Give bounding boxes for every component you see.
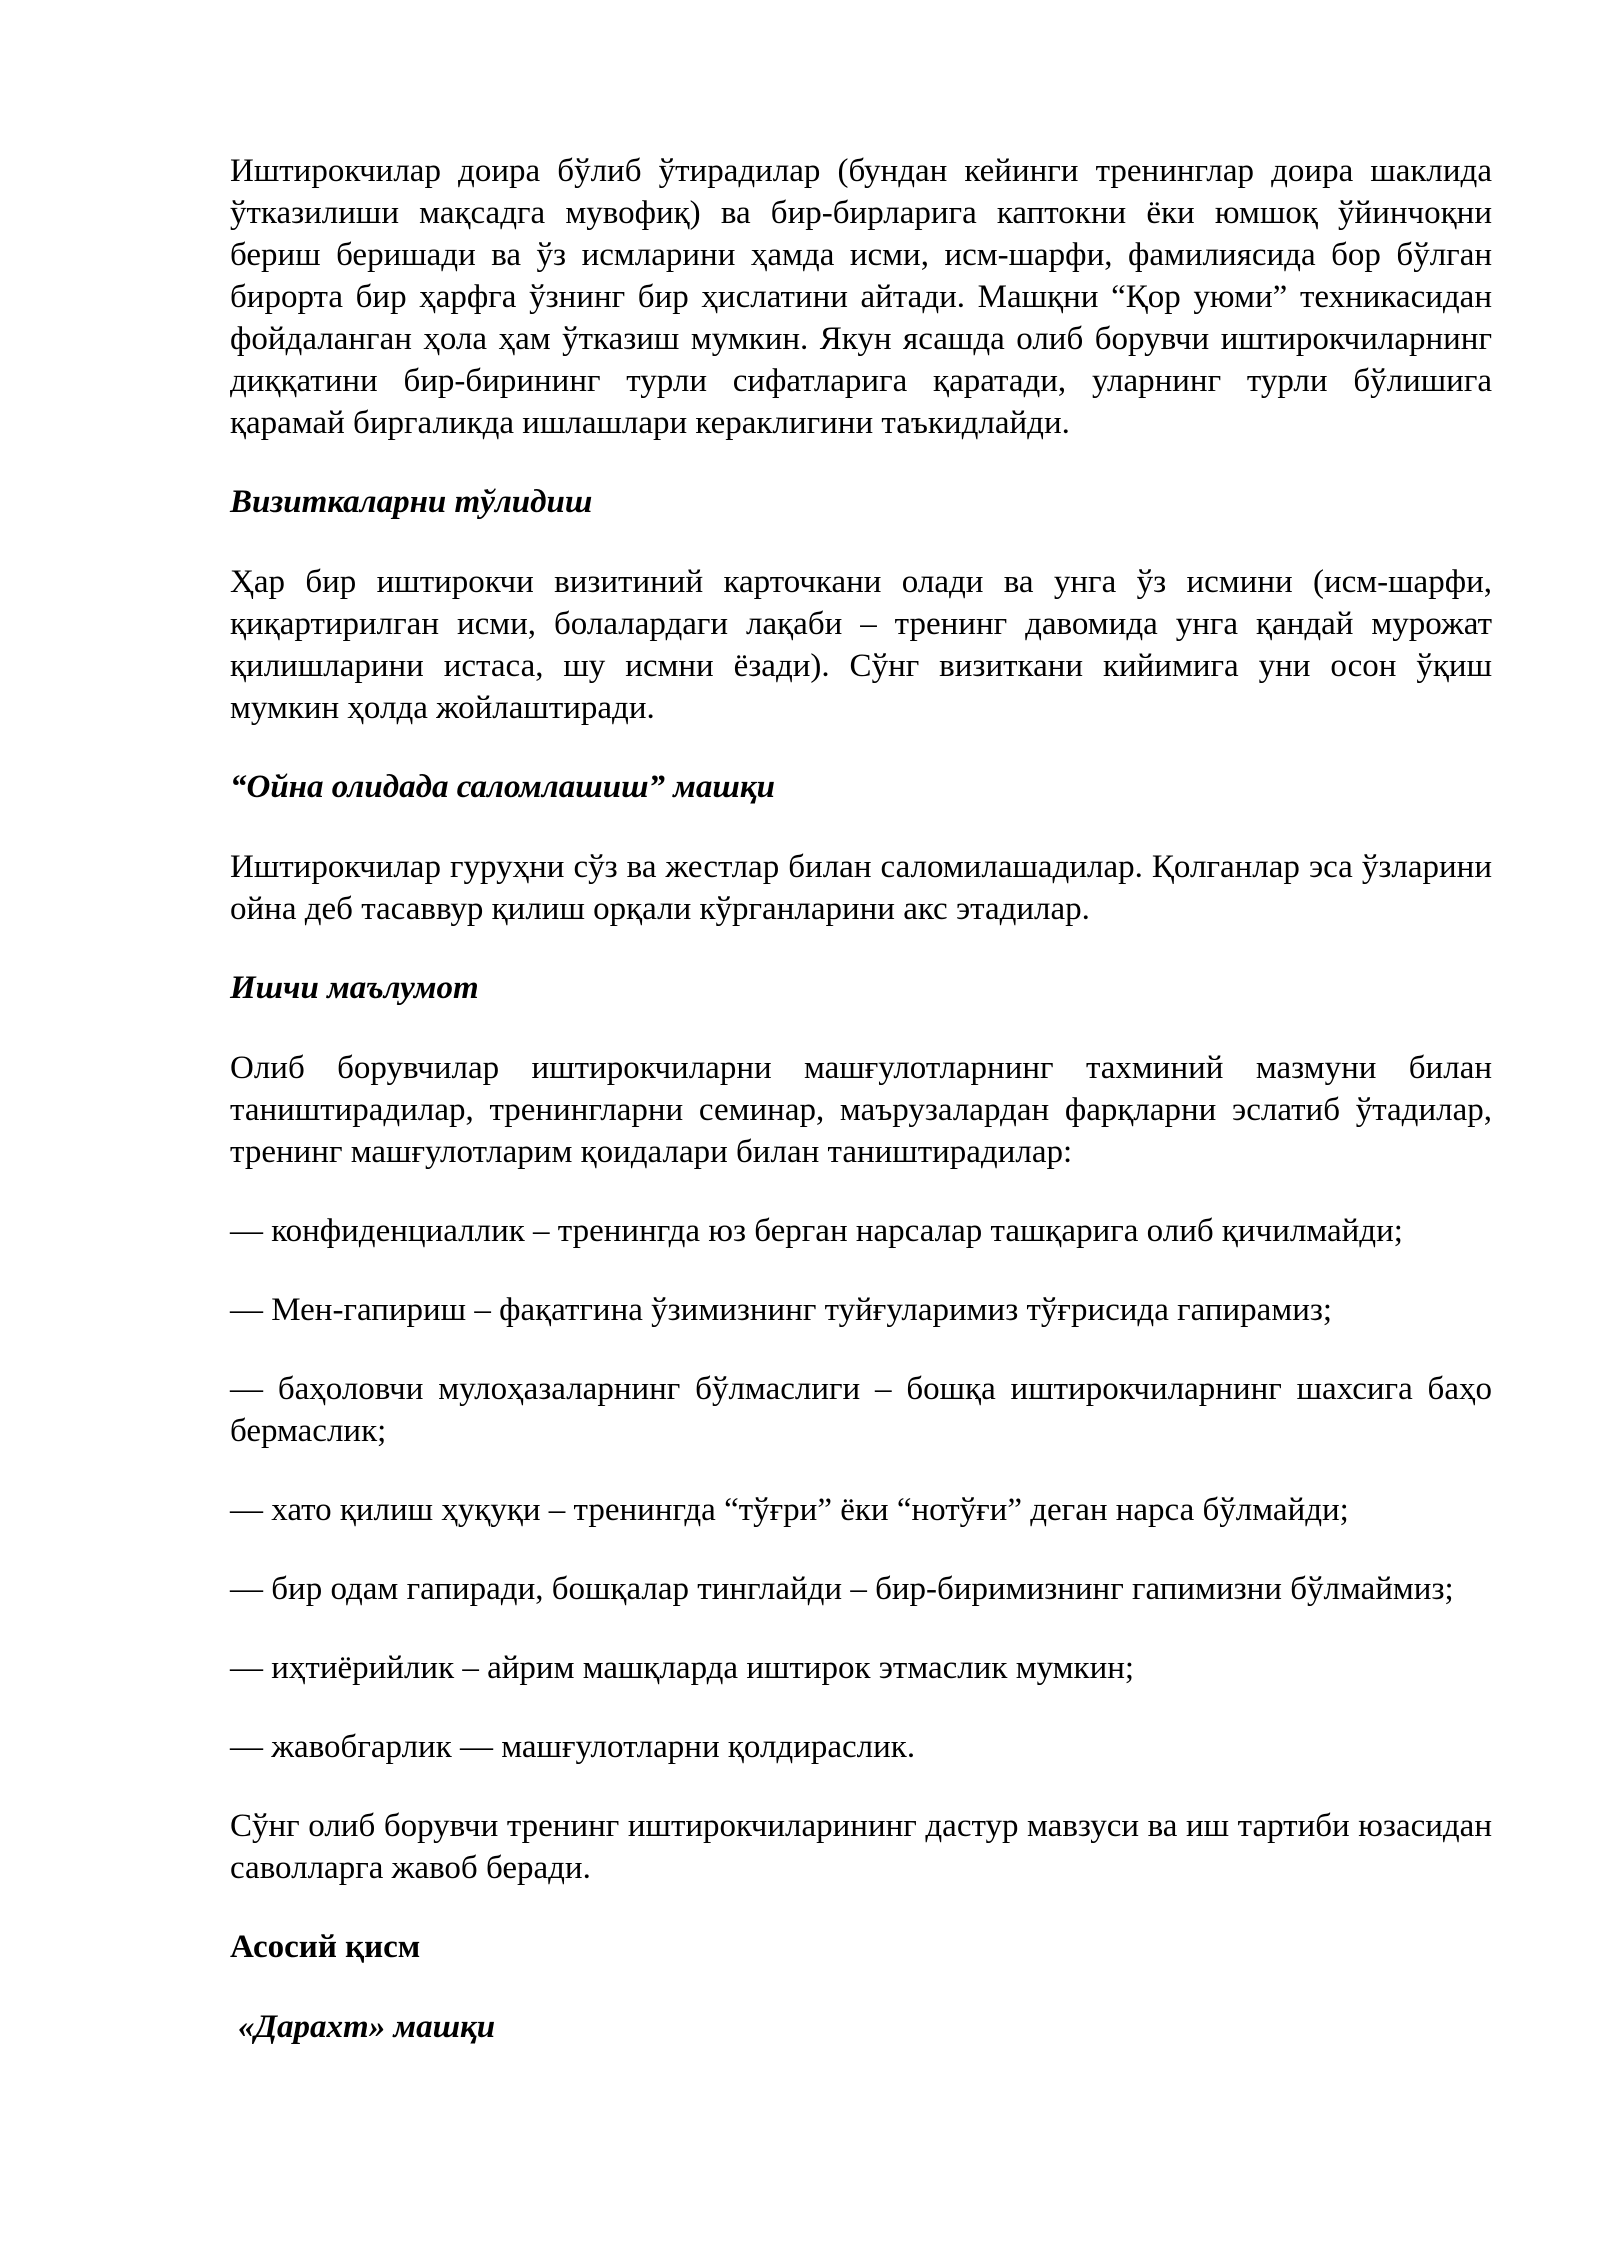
business-cards-paragraph: Ҳар бир иштирокчи визитиний карточкани олади ва унга ўз исмини (исм-шарфи, қиқартирилган исми, болалардаги лақаби – тренинг давомида унга қандай мурожат қилишларини истаса, шу исмни ёзади). Сўнг визиткани кийимига уни осон ўқиш мумкин ҳолда жойлаштиради. <box>230 564 1492 726</box>
rule-i-statements: — Мен-гапириш – фақатгина ўзимизнинг туйғуларимиз тўғрисида гапирамиз; <box>230 1292 1333 1328</box>
rule-voluntary: — иҳтиёрийлик – айрим машқларда иштирок этмаслик мумкин; <box>230 1650 1135 1686</box>
closing-paragraph: Сўнг олиб борувчи тренинг иштирокчиларининг дастур мавзуси ва иш тартиби юзасидан саволларга жавоб беради. <box>230 1808 1492 1886</box>
working-info-paragraph: Олиб борувчилар иштирокчиларни машғулотларнинг тахминий мазмуни билан таништирадилар, тренингларни семинар, маърузалардан фарқларни эслатиб ўтадилар, тренинг машғулотларим қоидалари билан таништирадилар: <box>230 1050 1492 1170</box>
rule-right-to-mistake: — хато қилиш ҳуқуқи – тренингда “тўғри” ёки “нотўғи” деган нарса бўлмайди; <box>230 1492 1349 1528</box>
rule-confidentiality: — конфиденциаллик – тренингда юз берган нарсалар ташқарига олиб қичилмайди; <box>230 1213 1403 1249</box>
mirror-greeting-paragraph: Иштирокчилар гуруҳни сўз ва жестлар билан саломилашадилар. Қолганлар эса ўзларини ойна деб тасаввур қилиш орқали кўрганларини акс этадилар. <box>230 849 1492 927</box>
section-heading-business-cards: Визиткаларни тўлидиш <box>230 484 593 520</box>
rule-no-judgement: — баҳоловчи мулоҳазаларнинг бўлмаслиги – бошқа иштирокчиларнинг шахсига баҳо бермаслик; <box>230 1371 1492 1449</box>
document-page <box>230 150 1492 2086</box>
intro-paragraph: Иштирокчилар доира бўлиб ўтирадилар (бундан кейинги тренинглар доира шаклида ўтказилиши мақсадга мувофиқ) ва бир-бирларига каптокни ёки юмшоқ ўйинчоқни бериш беришади ва ўз исмларини ҳамда исми, исм-шарфи, фамилиясида бор бўлган бирорта бир ҳарфга ўзнинг бир ҳислатини айтади. Машқни “Қор уюми” техникасидан фойдаланган ҳола ҳам ўтказиш мумкин. Якун ясашда олиб борувчи иштирокчиларнинг диққатини бир-бирининг турли сифатларига қаратади, уларнинг турли бўлишига қарамай биргаликда ишлашлари кераклигини таъкидлайди. <box>230 153 1492 441</box>
section-heading-main-part: Асосий қисм <box>230 1929 421 1965</box>
section-heading-working-info: Ишчи маълумот <box>230 970 479 1006</box>
rule-one-speaker: — бир одам гапиради, бошқалар тинглайди – бир-биримизнинг гапимизни бўлмаймиз; <box>230 1571 1454 1607</box>
rule-responsibility: — жавобгарлик — машғулотларни қолдираслик. <box>230 1729 916 1765</box>
section-heading-tree-exercise: «Дарахт» машқи <box>238 2009 496 2045</box>
section-heading-mirror-greeting: “Ойна олидада саломлашиш” машқи <box>230 769 775 805</box>
